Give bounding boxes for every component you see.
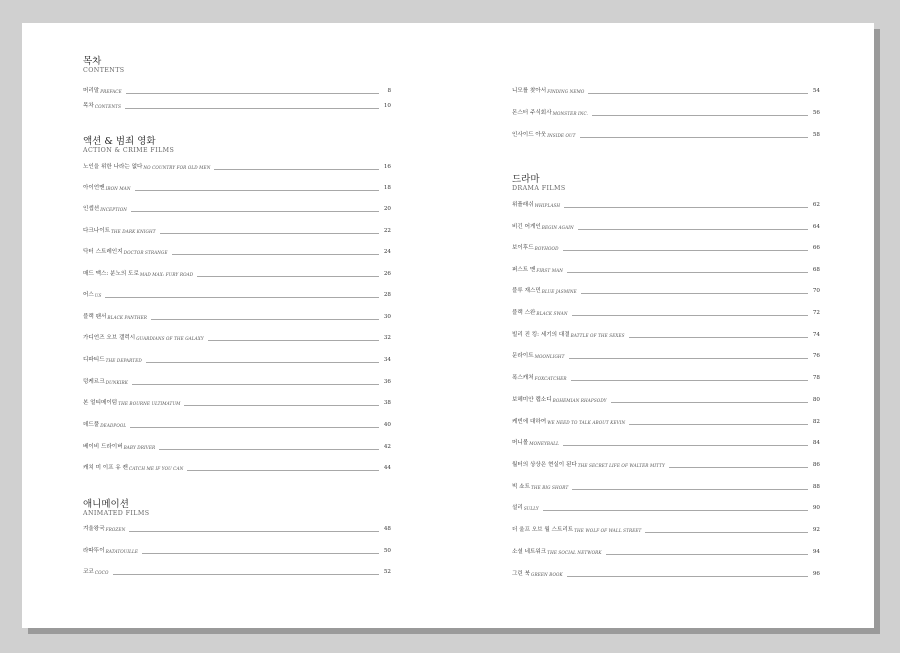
entry-page-number: 96 (812, 571, 820, 577)
toc-entry[interactable] (512, 372, 820, 382)
entry-title-korean: 그린 북 (512, 571, 530, 577)
entry-title-korean: 베이비 드라이버 (83, 444, 123, 450)
toc-entry[interactable] (83, 289, 391, 299)
entry-page-number: 40 (383, 422, 391, 428)
entry-title-korean: 라따뚜이 (83, 548, 105, 554)
toc-entry[interactable] (512, 524, 820, 534)
entry-title-korean: 데드풀 (83, 422, 100, 428)
entry-title-english: BEGIN AGAIN (541, 225, 574, 230)
entry-title-korean: 머리말 (83, 88, 100, 94)
dot-leader (564, 207, 808, 208)
dot-leader (563, 250, 808, 251)
entry-title-english: THE BIG SHORT (531, 485, 569, 490)
toc-entry[interactable] (512, 199, 820, 209)
entry-page-number: 48 (383, 526, 391, 532)
toc-entry[interactable] (83, 225, 391, 235)
toc-entry[interactable] (512, 285, 820, 295)
toc-entry[interactable] (512, 481, 820, 491)
entry-title-korean: 보이후드 (512, 245, 534, 251)
entry-page-number: 90 (812, 505, 820, 511)
entry-page-number: 64 (812, 224, 820, 230)
entry-page-number: 32 (383, 335, 391, 341)
dot-leader (581, 293, 808, 294)
toc-entry[interactable] (83, 397, 391, 407)
dot-leader (151, 319, 379, 320)
toc-entry[interactable] (512, 307, 820, 317)
dot-leader (567, 272, 808, 273)
dot-leader (572, 489, 808, 490)
entry-title-english: COCO (94, 570, 109, 575)
dot-leader (125, 108, 379, 109)
entry-title-english: GREEN BOOK (531, 572, 563, 577)
entry-page-number: 70 (812, 288, 820, 294)
entry-title-korean: 매드 맥스: 분노의 도로 (83, 271, 139, 277)
dot-leader (645, 532, 808, 533)
entry-page-number: 76 (812, 353, 820, 359)
dot-leader (160, 233, 379, 234)
dot-leader (571, 380, 808, 381)
entry-title-english: THE SECRET LIFE OF WALTER MITTY (577, 463, 665, 468)
dot-leader (172, 254, 379, 255)
entry-page-number: 24 (383, 249, 391, 255)
dot-leader (126, 93, 379, 94)
entry-page-number: 52 (383, 569, 391, 575)
toc-entry[interactable] (83, 376, 391, 386)
entry-title-korean: 빅 쇼트 (512, 484, 530, 490)
dot-leader (105, 297, 379, 298)
dot-leader (578, 229, 808, 230)
entry-title-english: BATTLE OF THE SEXES (570, 333, 625, 338)
entry-page-number: 8 (387, 88, 391, 94)
toc-entry[interactable] (512, 221, 820, 231)
entry-title-english: MAD MAX: FURY ROAD (139, 272, 194, 277)
entry-title-korean: 머니볼 (512, 440, 529, 446)
entry-page-number: 86 (812, 462, 820, 468)
entry-title-korean: 캐치 미 이프 유 캔 (83, 465, 128, 471)
toc-entry[interactable] (512, 546, 820, 556)
entry-title-korean: 더 울프 오브 월 스트리트 (512, 527, 574, 533)
dot-leader (131, 211, 379, 212)
entry-title-english: THE DARK KNIGHT (111, 229, 156, 234)
entry-title-english: THE SOCIAL NETWORK (547, 550, 602, 555)
entry-title-english: BLUE JASMINE (541, 289, 577, 294)
entry-title-korean: 목차 (83, 103, 94, 109)
toc-entry[interactable] (83, 203, 391, 213)
section-title: 액션 & 범죄 영화 (83, 136, 156, 147)
section-subtitle: ACTION & CRIME FILMS (83, 147, 175, 154)
entry-page-number: 22 (383, 228, 391, 234)
entry-title-korean: 문라이트 (512, 353, 534, 359)
entry-title-korean: 디파티드 (83, 357, 105, 363)
entry-title-korean: 보헤미안 랩소디 (512, 397, 552, 403)
dot-leader (142, 553, 379, 554)
section-subtitle: DRAMA FILMS (512, 185, 566, 192)
entry-title-english: BOHEMIAN RHAPSODY (552, 398, 607, 403)
dot-leader (611, 402, 808, 403)
entry-page-number: 16 (383, 164, 391, 170)
dot-leader (129, 531, 379, 532)
dot-leader (214, 169, 379, 170)
entry-title-english: THE BOURNE ULTIMATUM (118, 401, 181, 406)
entry-page-number: 68 (812, 267, 820, 273)
toc-entry[interactable] (512, 264, 820, 274)
entry-page-number: 20 (383, 206, 391, 212)
entry-title-english: BABY DRIVER (123, 445, 156, 450)
toc-entry[interactable] (83, 268, 391, 278)
entry-title-korean: 어스 (83, 292, 94, 298)
entry-page-number: 56 (812, 110, 820, 116)
entry-title-english: INSIDE OUT (547, 133, 576, 138)
entry-title-english: GUARDIANS OF THE GALAXY (136, 336, 204, 341)
dot-leader (606, 554, 808, 555)
toc-entry[interactable] (512, 394, 820, 404)
section-header (512, 174, 566, 193)
entry-title-korean: 겨울왕국 (83, 526, 105, 532)
entry-title-english: FINDING NEMO (547, 89, 585, 94)
toc-entry[interactable] (83, 566, 391, 576)
dot-leader (543, 510, 808, 511)
section-header (83, 499, 149, 518)
entry-page-number: 66 (812, 245, 820, 251)
toc-entry[interactable] (83, 545, 391, 555)
entry-title-english: THE DEPARTED (105, 358, 142, 363)
entry-page-number: 10 (383, 103, 391, 109)
entry-page-number: 74 (812, 332, 820, 338)
toc-entry[interactable] (512, 459, 820, 469)
toc-entry[interactable] (83, 419, 391, 429)
entry-title-korean: 노인을 위한 나라는 없다 (83, 164, 143, 170)
dot-leader (159, 449, 379, 450)
dot-leader (580, 137, 808, 138)
entry-title-english: DOCTOR STRANGE (123, 250, 168, 255)
entry-title-english: BLACK PANTHER (107, 315, 148, 320)
toc-entry[interactable] (512, 502, 820, 512)
toc-entry[interactable] (512, 129, 820, 139)
entry-page-number: 18 (383, 185, 391, 191)
entry-title-english: SULLY (523, 506, 539, 511)
entry-title-korean: 인셉션 (83, 206, 100, 212)
dot-leader (669, 467, 808, 468)
toc-spread (22, 23, 874, 628)
toc-entry[interactable] (83, 354, 391, 364)
section-title: 목차 (83, 56, 102, 67)
entry-page-number: 28 (383, 292, 391, 298)
toc-entry[interactable] (512, 329, 820, 339)
entry-title-english: DEADPOOL (100, 423, 127, 428)
entry-title-english: FIRST MAN (536, 268, 563, 273)
toc-entry[interactable] (512, 416, 820, 426)
dot-leader (135, 190, 379, 191)
toc-entry[interactable] (83, 441, 391, 451)
entry-title-korean: 몬스터 주식회사 (512, 110, 552, 116)
dot-leader (130, 427, 379, 428)
toc-entry[interactable] (512, 85, 820, 95)
dot-leader (132, 384, 379, 385)
entry-title-english: WHIPLASH (534, 203, 561, 208)
entry-title-korean: 다크나이트 (83, 228, 111, 234)
entry-title-english: MOONLIGHT (534, 354, 565, 359)
entry-page-number: 84 (812, 440, 820, 446)
entry-page-number: 58 (812, 132, 820, 138)
entry-title-korean: 블랙 팬서 (83, 314, 107, 320)
entry-page-number: 36 (383, 379, 391, 385)
section-subtitle: ANIMATED FILMS (83, 510, 150, 517)
entry-page-number: 94 (812, 549, 820, 555)
entry-page-number: 30 (383, 314, 391, 320)
entry-page-number: 42 (383, 444, 391, 450)
toc-entry[interactable] (512, 437, 820, 447)
entry-page-number: 88 (812, 484, 820, 490)
entry-page-number: 92 (812, 527, 820, 533)
entry-page-number: 38 (383, 400, 391, 406)
entry-title-korean: 본 얼티메이텀 (83, 400, 118, 406)
entry-title-english: CONTENTS (94, 104, 122, 109)
dot-leader (113, 574, 380, 575)
entry-title-korean: 설리 (512, 505, 523, 511)
dot-leader (197, 276, 379, 277)
entry-title-english: IRON MAN (105, 186, 131, 191)
entry-title-korean: 니모를 찾아서 (512, 88, 547, 94)
entry-page-number: 82 (812, 419, 820, 425)
dot-leader (572, 315, 808, 316)
toc-entry[interactable] (83, 332, 391, 342)
entry-title-korean: 월터의 상상은 현실이 된다 (512, 462, 577, 468)
section-header (83, 56, 125, 75)
entry-title-korean: 가디언즈 오브 갤럭시 (83, 335, 136, 341)
entry-title-english: MONSTER INC. (552, 111, 589, 116)
entry-title-english: INCEPTION (100, 207, 128, 212)
entry-page-number: 80 (812, 397, 820, 403)
entry-page-number: 72 (812, 310, 820, 316)
dot-leader (592, 115, 808, 116)
toc-entry[interactable] (83, 100, 391, 110)
entry-title-english: FOXCATCHER (534, 376, 567, 381)
entry-title-korean: 빌리 진 킹: 세기의 대결 (512, 332, 570, 338)
dot-leader (567, 576, 808, 577)
toc-entry[interactable] (83, 182, 391, 192)
entry-title-korean: 케빈에 대하여 (512, 419, 547, 425)
entry-title-korean: 덩케르크 (83, 379, 105, 385)
section-title: 드라마 (512, 174, 540, 185)
entry-title-korean: 아이언맨 (83, 185, 105, 191)
entry-page-number: 44 (383, 465, 391, 471)
entry-title-korean: 소셜 네트워크 (512, 549, 547, 555)
dot-leader (569, 358, 808, 359)
dot-leader (563, 445, 808, 446)
toc-entry[interactable] (512, 568, 820, 578)
dot-leader (187, 470, 379, 471)
dot-leader (208, 340, 379, 341)
dot-leader (629, 337, 808, 338)
dot-leader (629, 424, 808, 425)
entry-title-english: BOYHOOD (534, 246, 559, 251)
toc-entry[interactable] (512, 242, 820, 252)
entry-title-korean: 블루 재스민 (512, 288, 541, 294)
entry-page-number: 54 (812, 88, 820, 94)
entry-title-english: WE NEED TO TALK ABOUT KEVIN (547, 420, 626, 425)
entry-title-english: DUNKIRK (105, 380, 128, 385)
entry-page-number: 26 (383, 271, 391, 277)
entry-title-english: US (94, 293, 102, 298)
entry-title-english: RATATOUILLE (105, 549, 139, 554)
toc-entry[interactable] (512, 350, 820, 360)
dot-leader (146, 362, 379, 363)
toc-entry[interactable] (512, 107, 820, 117)
entry-title-korean: 인사이드 아웃 (512, 132, 547, 138)
entry-title-english: MONEYBALL (529, 441, 559, 446)
entry-title-english: BLACK SWAN (536, 311, 568, 316)
entry-title-korean: 퍼스트 맨 (512, 267, 536, 273)
entry-title-korean: 코코 (83, 569, 94, 575)
entry-title-korean: 닥터 스트레인지 (83, 249, 123, 255)
toc-entry[interactable] (83, 311, 391, 321)
toc-entry[interactable] (83, 161, 391, 171)
entry-page-number: 50 (383, 548, 391, 554)
toc-entry[interactable] (83, 462, 391, 472)
toc-entry[interactable] (83, 85, 391, 95)
entry-title-english: FROZEN (105, 527, 126, 532)
dot-leader (588, 93, 808, 94)
toc-entry[interactable] (83, 246, 391, 256)
toc-entry[interactable] (83, 523, 391, 533)
entry-title-english: THE WOLF OF WALL STREET (574, 528, 642, 533)
section-subtitle: CONTENTS (83, 67, 125, 74)
entry-page-number: 34 (383, 357, 391, 363)
entry-title-english: CATCH ME IF YOU CAN (128, 466, 184, 471)
dot-leader (184, 405, 379, 406)
entry-title-korean: 위플래쉬 (512, 202, 534, 208)
entry-title-korean: 블랙 스완 (512, 310, 536, 316)
entry-page-number: 62 (812, 202, 820, 208)
entry-title-english: PREFACE (100, 89, 122, 94)
entry-page-number: 78 (812, 375, 820, 381)
entry-title-korean: 비긴 어게인 (512, 224, 541, 230)
entry-title-korean: 폭스캐처 (512, 375, 534, 381)
section-header (83, 136, 174, 155)
section-title: 애니메이션 (83, 499, 129, 510)
entry-title-english: NO COUNTRY FOR OLD MEN (143, 165, 211, 170)
